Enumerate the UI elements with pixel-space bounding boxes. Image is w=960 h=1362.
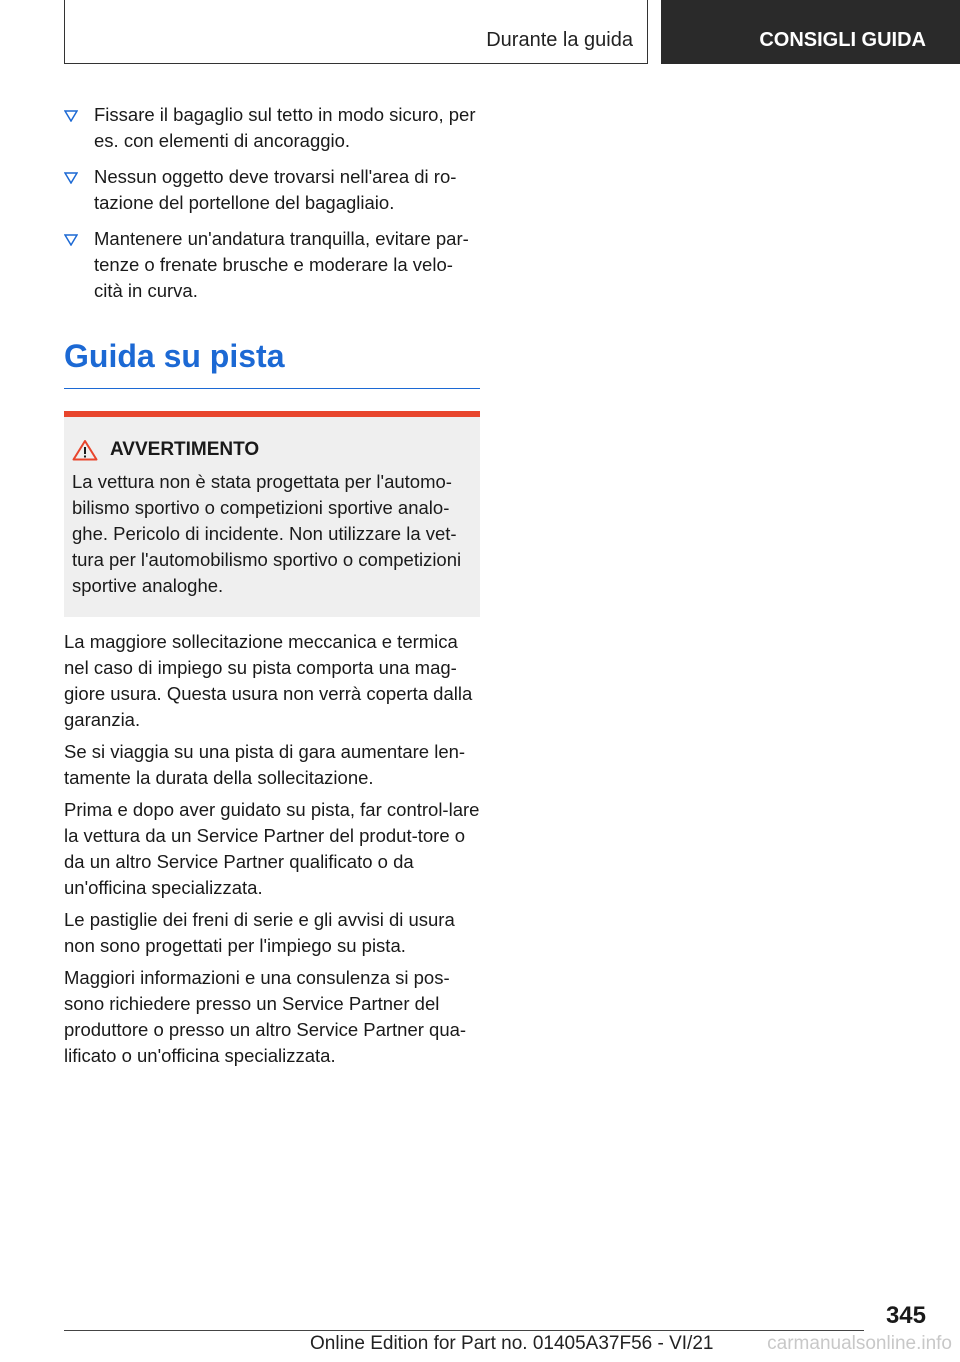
triangle-bullet-icon (64, 234, 78, 246)
warning-triangle-icon (72, 439, 98, 461)
paragraph: La maggiore sollecitazione meccanica e termica nel caso di impiego su pista comporta una mag-giore usura. Questa usura non verrà coperta dalla garanzia. (64, 631, 473, 730)
bullet-text: Mantenere un'andatura tranquilla, evitare par-tenze o frenate brusche e moderare la velo-cità in curva. (94, 228, 469, 301)
warning-title: AVVERTIMENTO (110, 439, 260, 460)
body-paragraphs (64, 629, 480, 1069)
paragraph: Prima e dopo aver guidato su pista, far control-lare la vettura da un Service Partner del produt-tore o da un altro Service Partner qualificato o da un'officina specializzata. (64, 799, 480, 898)
list-item (64, 102, 480, 154)
warning-text: La vettura non è stata progettata per l'automo-bilismo sportivo o competizioni sportive analo-ghe. Pericolo di incidente. Non utilizzare la vet-tura per l'automobilismo sportivo o competizioni sportive analoghe. (72, 471, 462, 596)
bullet-text: Nessun oggetto deve trovarsi nell'area di ro-tazione del portellone del bagagliaio. (94, 166, 457, 213)
triangle-bullet-icon (64, 172, 78, 184)
bullet-list (64, 102, 480, 304)
warning-box (64, 411, 480, 617)
header-chapter-tab: CONSIGLI GUIDA (661, 0, 960, 64)
triangle-bullet-icon (64, 110, 78, 122)
warning-header (72, 437, 472, 463)
list-item (64, 226, 480, 304)
bullet-text: Fissare il bagaglio sul tetto in modo sicuro, per es. con elementi di ancoraggio. (94, 104, 476, 151)
footer-divider (64, 1330, 864, 1331)
footer-edition-text: Online Edition for Part no. 01405A37F56 - VI/21 (310, 1333, 714, 1354)
paragraph: Se si viaggia su una pista di gara aumentare len-tamente la durata della sollecitazione. (64, 741, 466, 788)
paragraph: Maggiori informazioni e una consulenza si pos-sono richiedere presso un Service Partner del produttore o presso un altro Service Partner qua-lificato o un'officina specializzata. (64, 967, 467, 1066)
header-section-title: Durante la guida (486, 29, 633, 51)
header-section-box (64, 0, 648, 64)
page-number: 345 (885, 1302, 926, 1329)
paragraph: Le pastiglie dei freni di serie e gli avvisi di usura non sono progettati per l'impiego su pista. (64, 909, 455, 956)
watermark-logo: carmanualsonline.info (767, 1333, 952, 1354)
main-column (64, 102, 480, 1075)
section-title: Guida su pista (64, 336, 480, 389)
list-item (64, 164, 480, 216)
